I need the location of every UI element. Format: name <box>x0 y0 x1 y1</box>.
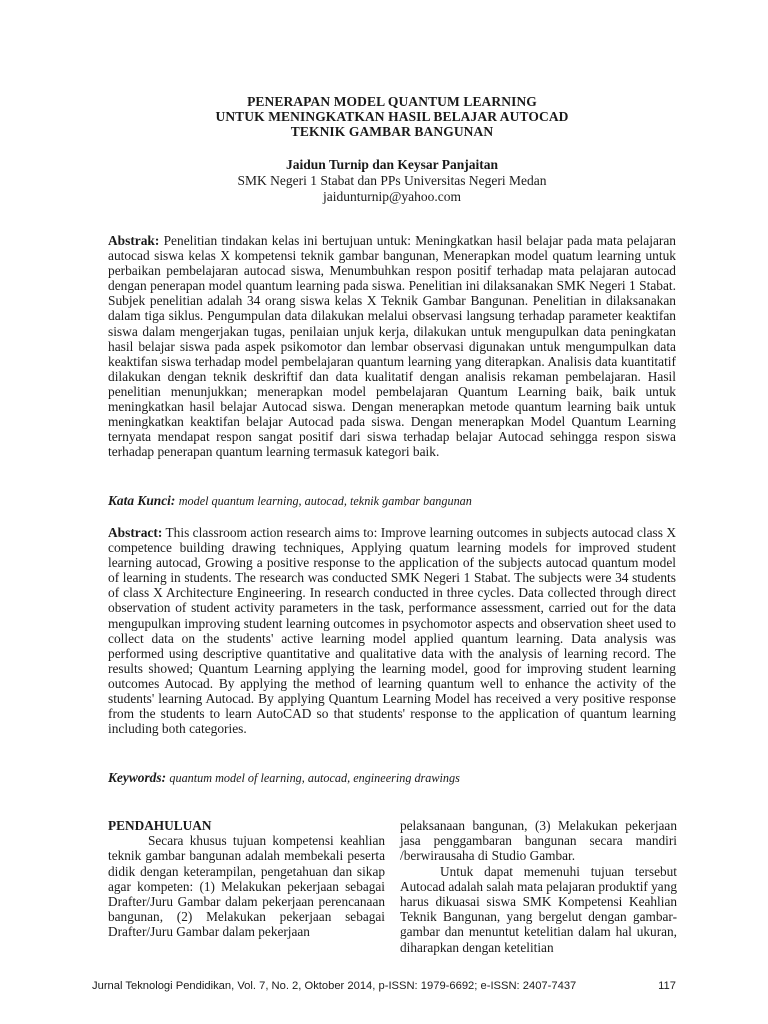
keywords-line <box>108 770 676 786</box>
author-email: jaidunturnip@yahoo.com <box>322 189 462 204</box>
body-column-right <box>400 818 677 955</box>
abstrak-paragraph <box>108 233 676 459</box>
abstrak-text: Penelitian tindakan kelas ini bertujuan untuk: Meningkatkan hasil belajar pada mata pelajaran autocad siswa kelas X kompetensi teknik gambar bangunan, Menerapkan model quatum learning untuk perbaikan pembelajaran autocad siswa, Menumbuhkan respon positif terhadap mata pelajaran autocad dengan penerapan model quantum learning pada siswa. Penelitian ini dilaksanakan SMK Negeri 1 Stabat. Subjek penelitian adalah 34 orang siswa kelas X Teknik Gambar Bangunan. Penelitian in dilaksanakan dalam tiga siklus. Pengumpulan data dilakukan melalui observasi langsung terhadap parameter keaktifan siswa dalam mengerjakan tugas, penilaian unjuk kerja, dilakukan untuk mengupulkan data peningkatan hasil belajar siswa pada aspek psikomotor dan lembar observasi digunakan untuk mengumpulkan data keaktifan siswa terhadap model pembelajaran quantum learning yang diterapkan. Analisis data kuantitatif dilakukan dengan teknik deskriftif dan data kualitatif dengan analisis rekaman pembelajaran. Hasil penelitian menunjukkan; menerapkan model pembelajaran Quantum Learning baik, baik untuk meningkatkan hasil belajar Autocad siswa. Dengan menerapkan metode quantum learning baik untuk meningkatkan keaktifan belajar Autocad pada siswa. Dengan menerapkan Model Quantum Learning ternyata mendapat respon sangat positif dari siswa terhadap belajar Autocad sehingga respon siswa terhadap penerapan quantum learning termasuk kategori baik. <box>108 233 676 460</box>
affiliation: SMK Negeri 1 Stabat dan PPs Universitas Negeri Medan <box>237 173 547 188</box>
body-paragraph-right-2: Untuk dapat memenuhi tujuan tersebut Autocad adalah salah mata pelajaran produktif yang harus dikuasai siswa SMK Kompetensi Keahlian Teknik Bangunan, yang bergelut dengan gambar-gambar dan menuntut ketelitian dalam hal ukuran, diharapkan dengan ketelitian <box>400 863 677 955</box>
paper-title-line-1: PENERAPAN MODEL QUANTUM LEARNING <box>247 94 537 109</box>
section-title: PENDAHULUAN <box>108 818 212 833</box>
body-column-left <box>108 818 385 940</box>
keywords-label: Keywords: <box>108 770 167 785</box>
abstract-text: This classroom action research aims to: Improve learning outcomes in subjects autocad class X competence building drawing techniques, Applying quatum learning models for improved student learning autocad, Growing a positive response to the application of the subjects autocad quantum model of learning in students. The research was conducted SMK Negeri 1 Stabat. The subjects were 34 students of class X Architecture Engineering. In research conducted in three cycles. Data collected through direct observation of student activity parameters in the task, performance assessment, carried out for the data mengupulkan improving student learning outcomes in psychomotor aspects and observation sheet used to collect data on the students' active learning model applied quantum learning. Data analysis was performed using descriptive quantitative and qualitative data with the analysis of learning record. The results showed; Quantum Learning applying the learning model, good for improving student learning outcomes Autocad. By applying the method of learning quantum well to enhance the activity of the students' learning Autocad. By applying Quantum Learning Model has received a very positive response from the students to learn AutoCAD so that students' response to the application of quantum learning including both categories. <box>108 525 677 737</box>
title-block <box>108 94 676 205</box>
abstract-paragraph <box>108 525 676 736</box>
kata-kunci-text: model quantum learning, autocad, teknik gambar bangunan <box>178 494 472 508</box>
abstrak-label: Abstrak: <box>108 233 160 248</box>
authors: Jaidun Turnip dan Keysar Panjaitan <box>285 157 499 172</box>
paper-title-line-2: UNTUK MENINGKATKAN HASIL BELAJAR AUTOCAD <box>215 109 569 124</box>
page-number: 117 <box>658 980 676 992</box>
body-paragraph-left: Secara khusus tujuan kompetensi keahlian teknik gambar bangunan adalah membekali peserta didik dengan keterampilan, pengetahuan dan sikap agar kompeten: (1) Melakukan pekerjaan sebagai Drafter/Juru Gambar dalam pekerjaan perencanaan bangunan, (2) Melakukan pekerjaan sebagai Drafter/Juru Gambar dalam pekerjaan <box>108 833 385 940</box>
paper-title-line-3: TEKNIK GAMBAR BANGUNAN <box>290 124 494 139</box>
keywords-text: quantum model of learning, autocad, engineering drawings <box>169 771 460 785</box>
kata-kunci-label: Kata Kunci: <box>108 493 176 508</box>
kata-kunci-line <box>108 493 676 509</box>
abstract-label: Abstract: <box>108 525 163 540</box>
journal-citation: Jurnal Teknologi Pendidikan, Vol. 7, No. 2, Oktober 2014, p-ISSN: 1979-6692; e-ISSN: 2407-7437 <box>92 980 577 992</box>
body-paragraph-right-1: pelaksanaan bangunan, (3) Melakukan pekerjaan jasa penggambaran bangunan secara mandiri /berwirausaha di Studio Gambar. <box>400 818 677 864</box>
